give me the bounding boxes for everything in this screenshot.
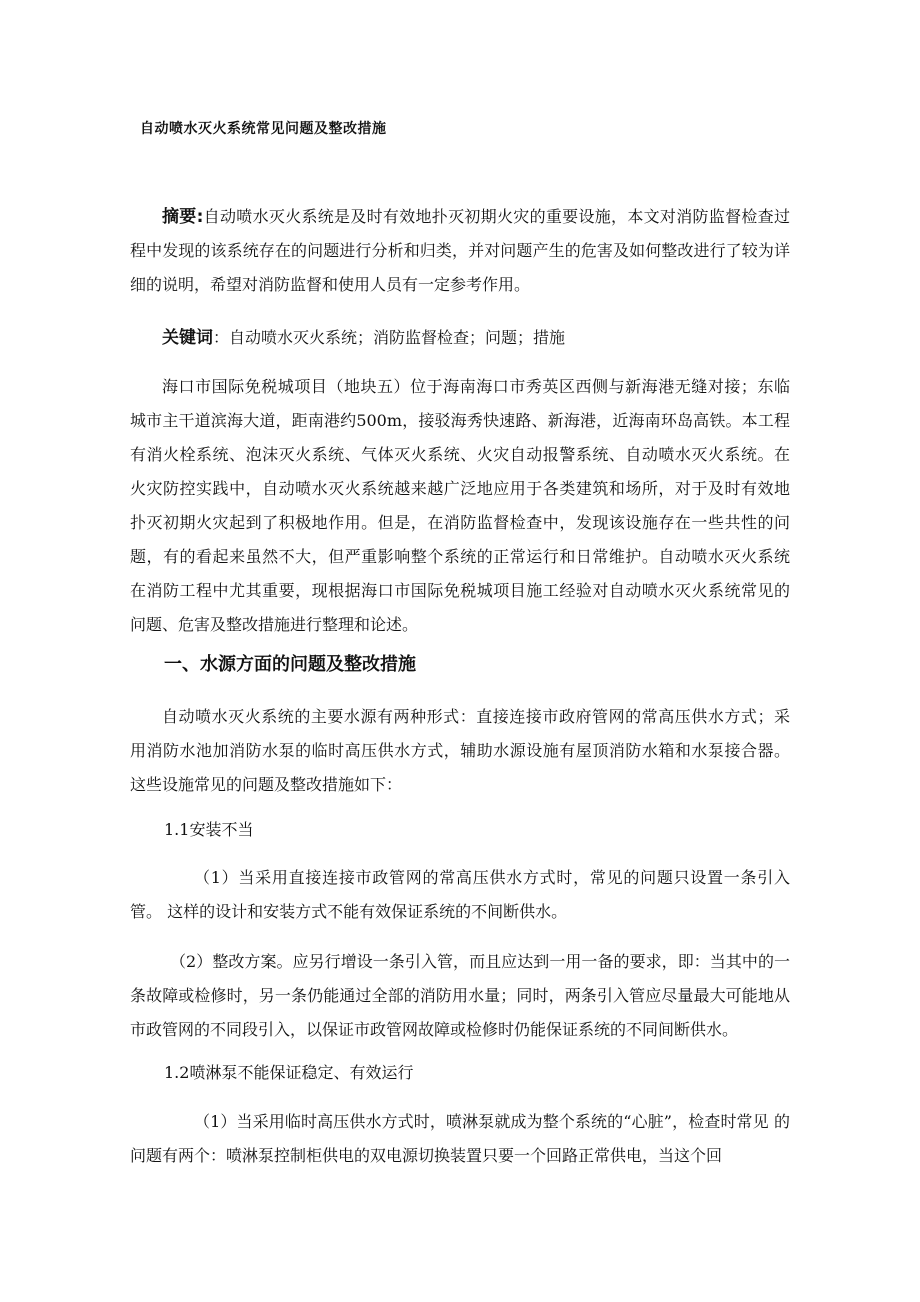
intro-paragraph: 海口市国际免税城项目（地块五）位于海南海口市秀英区西侧与新海港无缝对接；东临 城市主干道滨海大道，距南港约500m，接驳海秀快速路、新海港，近海南环岛高铁。本工程 有消火栓系统、泡沫灭火系统、气体灭火系统、火灾自动报警系统、自动喷水灭火系统。在 火灾防控实践中，自动喷水灭火系统越来越广泛地应用于各类建筑和场所，对于及时有效地 扑灭初期火灾起到了积极地作用。但是，在消防监督检查中，发现该设施存在一些共性的问 题，有的看起来虽然不大，但严重影响整个系统的正常运行和日常维护。自动喷水灭火系统 在消防工程中尤其重要，现根据海口市国际免税城项目施工经验对自动喷水灭火系统常见的 问题、危害及整改措施进行整理和论述。 [130,377,790,634]
keywords-text: ：自动喷水灭火系统；消防监督检查；问题；措施 [213,328,566,347]
subsection-1-1-item-2: （2）整改方案。应另行增设一条引入管，而且应达到一用一备的要求，即：当其中的一条故障或检修时，另一条仍能通过全部的消防用水量；同时，两条引入管应尽量最大可能地从市政管网的不同段引入，以保证市政管网故障或检修时仍能保证系统的不同间断供水。 [130,952,790,1039]
section-1-paragraph: 自动喷水灭火系统的主要水源有两种形式：直接连接市政府管网的常高压供水方式；采 用消防水池加消防水泵的临时高压供水方式，辅助水源设施有屋顶消防水箱和水泵接合器。 这些设施常见的问题及整改措施如下： [130,707,790,794]
abstract-text: 自动喷水灭火系统是及时有效地扑灭初期火灾的重要设施，本文对消防监督检查过程中发现的该系统存在的问题进行分析和归类，并对问题产生的危害及如何整改进行了较为详细的说明，希望对消防监督和使用人员有一定参考作用。 [130,207,790,294]
subsection-1-1-heading: 1.1安装不当 [164,820,254,839]
abstract-paragraph [130,200,790,302]
subsection-1-2-item-1: （1）当采用临时高压供水方式时，喷淋泵就成为整个系统的“心脏”，检查时常见 的问题有两个：喷淋泵控制柜供电的双电源切换装置只要一个回路正常供电，当这个回 [130,1112,790,1165]
keywords-label: 关键词 [162,328,213,348]
document-title: 自动喷水灭火系统常见问题及整改措施 [140,121,387,137]
section-1-heading: 一、水源方面的问题及整改措施 [164,654,416,675]
keywords-paragraph [130,321,790,355]
subsection-1-1-item-1: （1）当采用直接连接市政管网的常高压供水方式时，常见的问题只设置一条引入管。 这样的设计和安装方式不能有效保证系统的不间断供水。 [130,868,790,921]
abstract-label: 摘要: [162,207,204,227]
subsection-1-2-heading: 1.2喷淋泵不能保证稳定、有效运行 [164,1063,414,1082]
